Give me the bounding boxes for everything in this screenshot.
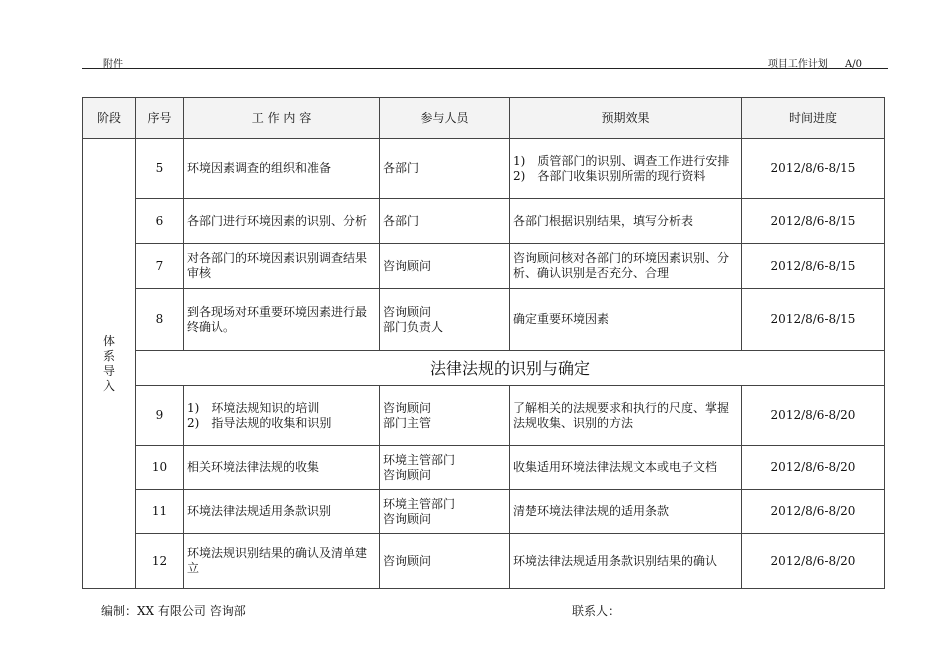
section-title: 法律法规的识别与确定 bbox=[136, 351, 885, 386]
cell-line: 咨询顾问 bbox=[383, 400, 432, 415]
cell-line: 到各现场对环重要环境因素进行最终确认。 bbox=[187, 304, 368, 334]
time-schedule-cell: 2012/8/6-8/20 bbox=[742, 490, 885, 534]
table-row bbox=[83, 446, 885, 490]
cell-line: 2) 指导法规的收集和识别 bbox=[187, 415, 332, 430]
row-number: 7 bbox=[136, 244, 184, 289]
participants-cell bbox=[380, 139, 510, 199]
time-schedule-cell: 2012/8/6-8/20 bbox=[742, 386, 885, 446]
expected-effect-cell bbox=[510, 139, 742, 199]
header-right-label: 项目工作计划 A/0 bbox=[767, 59, 862, 70]
cell-line: 各部门进行环境因素的识别、分析 bbox=[187, 213, 368, 228]
header-rule bbox=[82, 68, 888, 69]
participants-cell bbox=[380, 386, 510, 446]
participants-cell bbox=[380, 199, 510, 244]
work-content-cell bbox=[184, 386, 380, 446]
stage-char: 系 bbox=[102, 348, 115, 363]
footer-contact: 联系人： bbox=[572, 604, 621, 618]
cell-line: 对各部门的环境因素识别调查结果审核 bbox=[187, 251, 368, 280]
table-row bbox=[83, 386, 885, 446]
time-schedule-cell: 2012/8/6-8/15 bbox=[742, 199, 885, 244]
cell-line: 确定重要环境因素 bbox=[513, 312, 610, 326]
time-schedule-cell: 2012/8/6-8/15 bbox=[742, 244, 885, 289]
work-content-cell bbox=[184, 490, 380, 534]
row-number: 5 bbox=[136, 139, 184, 199]
cell-line: 部门负责人 bbox=[383, 319, 444, 334]
participants-cell bbox=[380, 490, 510, 534]
row-number: 11 bbox=[136, 490, 184, 534]
project-plan-table bbox=[82, 97, 885, 589]
table-row bbox=[83, 244, 885, 289]
stage-char: 导 bbox=[102, 363, 115, 378]
work-content-cell bbox=[184, 244, 380, 289]
col-header-time: 时间进度 bbox=[742, 98, 885, 139]
cell-line: 了解相关的法规要求和执行的尺度、掌握法规收集、识别的方法 bbox=[513, 400, 730, 430]
participants-cell bbox=[380, 446, 510, 490]
work-content-cell bbox=[184, 139, 380, 199]
col-header-content: 工 作 内 容 bbox=[184, 98, 380, 139]
time-schedule-cell: 2012/8/6-8/15 bbox=[742, 289, 885, 351]
cell-line: 环境法律法规适用条款识别结果的确认 bbox=[513, 553, 718, 568]
cell-line: 各部门根据识别结果，填写分析表 bbox=[513, 213, 694, 228]
cell-line: 各部门 bbox=[383, 213, 420, 228]
work-content-cell bbox=[184, 289, 380, 351]
col-header-people: 参与人员 bbox=[380, 98, 510, 139]
cell-line: 咨询顾问 bbox=[383, 553, 432, 568]
expected-effect-cell bbox=[510, 289, 742, 351]
section-row bbox=[83, 351, 885, 386]
time-schedule-cell: 2012/8/6-8/15 bbox=[742, 139, 885, 199]
cell-line: 各部门 bbox=[383, 161, 420, 175]
expected-effect-cell bbox=[510, 199, 742, 244]
work-content-cell bbox=[184, 199, 380, 244]
time-schedule-cell: 2012/8/6-8/20 bbox=[742, 534, 885, 589]
table-row bbox=[83, 490, 885, 534]
header-left-label: 附件 bbox=[103, 59, 123, 70]
table-body bbox=[83, 139, 885, 589]
row-number: 12 bbox=[136, 534, 184, 589]
cell-line: 环境主管部门 bbox=[383, 496, 456, 511]
cell-line: 收集适用环境法律法规文本或电子文档 bbox=[513, 460, 718, 474]
expected-effect-cell bbox=[510, 534, 742, 589]
table-row bbox=[83, 534, 885, 589]
expected-effect-cell bbox=[510, 446, 742, 490]
work-content-cell bbox=[184, 446, 380, 490]
table-row bbox=[83, 289, 885, 351]
cell-line: 环境法律法规适用条款识别 bbox=[187, 504, 332, 518]
table-row bbox=[83, 199, 885, 244]
cell-line: 1) 质管部门的识别、调查工作进行安排 bbox=[513, 153, 730, 168]
footer-author: 编制：XX 有限公司 咨询部 bbox=[101, 604, 246, 618]
participants-cell bbox=[380, 289, 510, 351]
stage-cell bbox=[83, 139, 136, 589]
table-header-row bbox=[83, 98, 885, 139]
col-header-number: 序号 bbox=[136, 98, 184, 139]
time-schedule-cell: 2012/8/6-8/20 bbox=[742, 446, 885, 490]
expected-effect-cell bbox=[510, 244, 742, 289]
work-content-cell bbox=[184, 534, 380, 589]
stage-char: 体 bbox=[102, 333, 115, 348]
cell-line: 相关环境法律法规的收集 bbox=[187, 460, 320, 474]
cell-line: 清楚环境法律法规的适用条款 bbox=[513, 504, 670, 518]
row-number: 6 bbox=[136, 199, 184, 244]
stage-char: 入 bbox=[102, 378, 115, 393]
col-header-effect: 预期效果 bbox=[510, 98, 742, 139]
col-header-stage: 阶段 bbox=[83, 98, 136, 139]
row-number: 10 bbox=[136, 446, 184, 490]
cell-line: 部门主管 bbox=[383, 415, 432, 430]
cell-line: 1) 环境法规知识的培训 bbox=[187, 400, 320, 415]
cell-line: 咨询顾问核对各部门的环境因素识别、分析、确认识别是否充分、合理 bbox=[513, 251, 730, 280]
cell-line: 咨询顾问 bbox=[383, 304, 432, 319]
cell-line: 环境法规识别结果的确认及清单建立 bbox=[187, 546, 368, 575]
participants-cell bbox=[380, 534, 510, 589]
cell-line: 咨询顾问 bbox=[383, 467, 432, 482]
cell-line: 环境因素调查的组织和准备 bbox=[187, 161, 332, 175]
table-row bbox=[83, 139, 885, 199]
row-number: 8 bbox=[136, 289, 184, 351]
cell-line: 环境主管部门 bbox=[383, 452, 456, 467]
cell-line: 2) 各部门收集识别所需的现行资料 bbox=[513, 168, 706, 183]
row-number: 9 bbox=[136, 386, 184, 446]
participants-cell bbox=[380, 244, 510, 289]
expected-effect-cell bbox=[510, 386, 742, 446]
expected-effect-cell bbox=[510, 490, 742, 534]
cell-line: 咨询顾问 bbox=[383, 258, 432, 273]
cell-line: 咨询顾问 bbox=[383, 511, 432, 526]
